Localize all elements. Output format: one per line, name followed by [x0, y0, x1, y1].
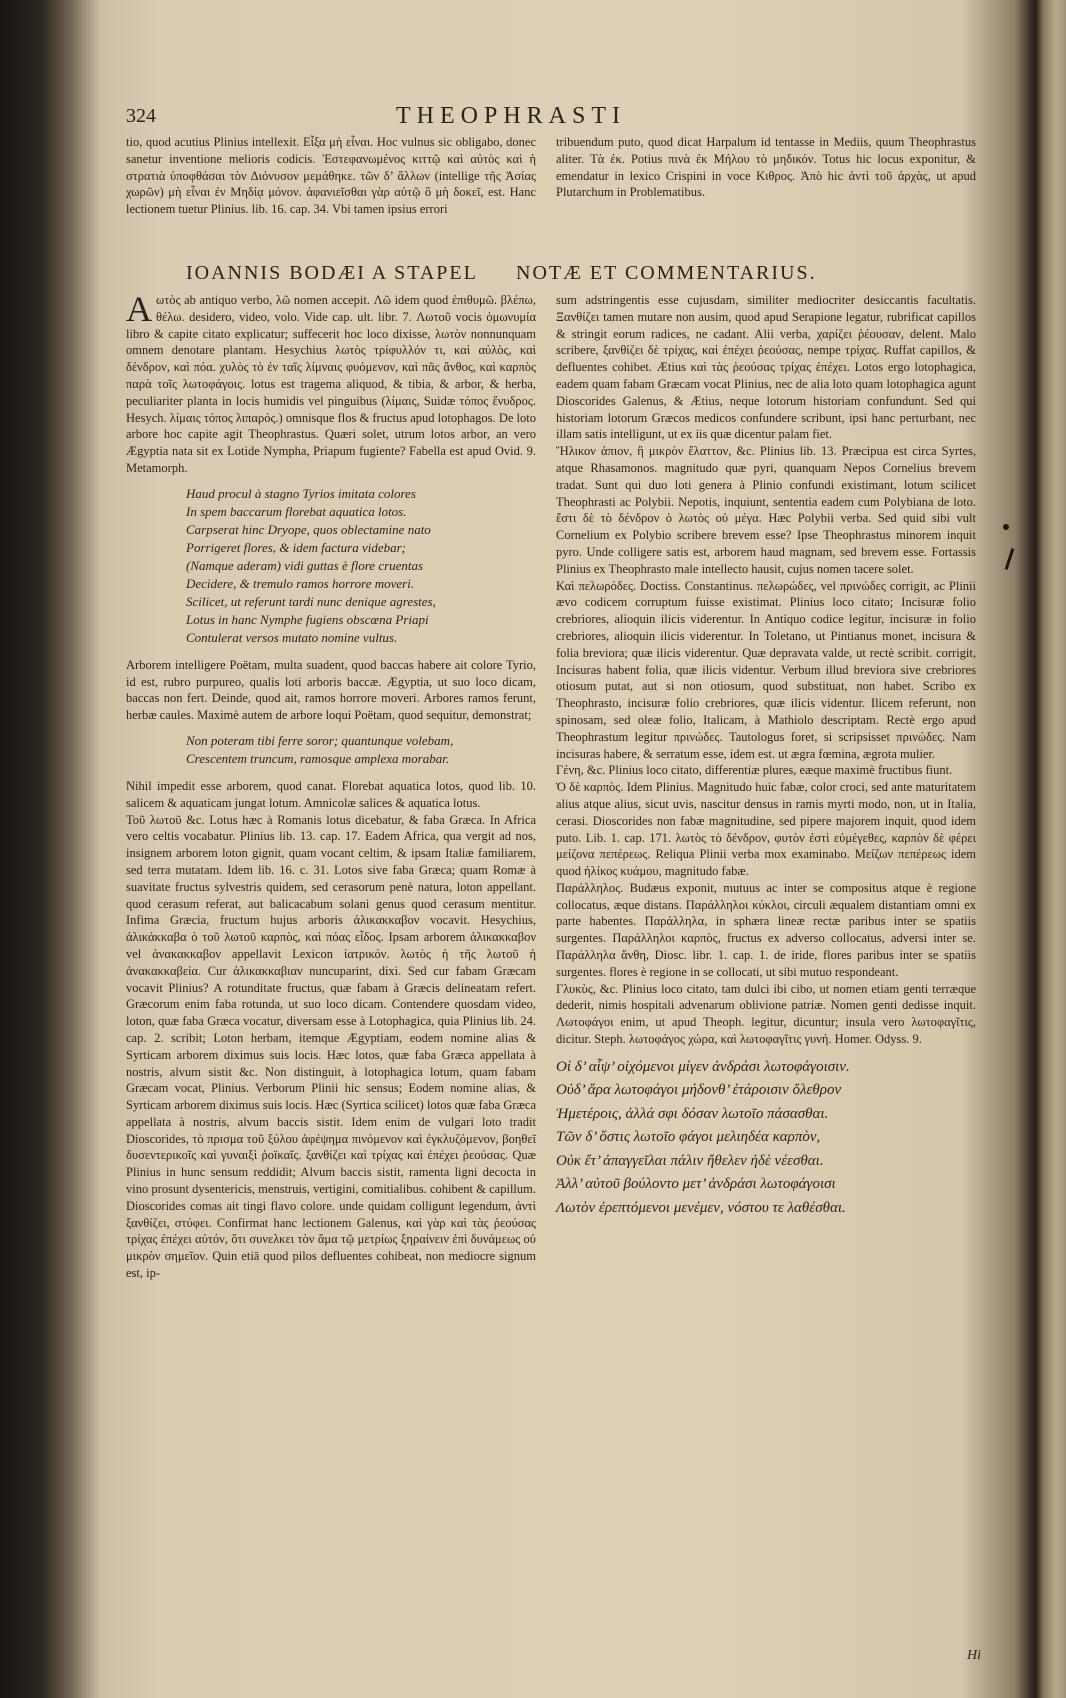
- verse-line: In spem baccarum florebat aquatica lotos.: [186, 503, 407, 519]
- verse-line: Contulerat versos mutato nomine vultus.: [186, 629, 398, 645]
- verse-line: Οἱ δ’ αἶψ’ οἰχόμενοι μίγεν ἀνδράσι λωτοφάγοισιν.: [556, 1058, 850, 1075]
- verse-line: Ἀλλ’ αὐτοῦ βούλοντο μετ’ ἀνδράσι λωτοφάγοισι: [556, 1176, 836, 1193]
- top-note-right-text: tribuendum puto, quod dicat Harpalum id tentasse in Mediis, quum Theophrastus aliter. Τὰ ἐκ. Potius πινὰ ἐκ Μήλου τὸ μηδικόν. Totus hic locus exponitur, & emendatur in lexico Crispini in voce Κιθρος. Ἀπὸ hic ἀντὶ τοῦ ἀρχὰς, ut apud Plutarchum in Problematibus.: [556, 135, 976, 200]
- verse-line: (Namque aderam) vidi guttas è flore cruentas: [186, 557, 424, 573]
- ink-dot-mark: [1003, 524, 1009, 530]
- verse-line: Lotus in hanc Nymphe fugiens obscœna Priapi: [186, 611, 429, 627]
- verse-line: Crescentem truncum, ramosque amplexa morabar.: [186, 750, 450, 766]
- paragraph: Καὶ πελωρόδες. Doctiss. Constantinus. πελωρώδες, vel πρινώδες corrigit, ac Plinii ævo codicem corruptum fuisse existimat. Plinius loco citato; Incisuræ folio crebriores, alioquin ilicis viderentur. In Antiquo codice legitur, incisuræ in folio crebriores, alioquin ilicis viderentur. In Toletano, ut Pintianus monet, incisura & folia breviora; quæ ilicis viderentur. Quæ depravata valde, ut rectè scribit. corrigit, Incisuras habent folia, quæ ilicis videntur. Verbum illud breviora sive crebriores otiosum putat, aut si non otiosum, quod substituat, non habet. Scribo ex Theophrasto, incisuræ folio crebriores, quæ ilicis videntur. Ilicem referunt, non spinosam, sed oleæ folio, Italicam, à Mathiolo descriptam. Rectè ergo apud Theophrastum legitur πρινώδες. Tautologus foret, si scripsisset πρινώδες. Nam incisuras habere, & serratum esse, idem est. ut ægra fœmina, ægrota mulier.: [556, 578, 976, 761]
- verse-line: Decidere, & tremulo ramos horrore moveri.: [186, 575, 415, 591]
- verse-line: Ἡμετέροις, ἀλλά σφι δόσαν λωτοῖο πάσασθαι.: [556, 1105, 829, 1122]
- paragraph: Γλυκὺς, &c. Plinius loco citato, tam dulci ibi cibo, ut nomen etiam genti terræque dederit, nimis hospitali advenarum oblivione patriæ. Nomen genti dedisse inquit. Λωτοφάγοι enim, ut apud Theoph. legitur, dicuntur; insula vero λωτοφαγῖτις, dicitur. Steph. λωτοφάγος χώρα, καὶ λωτοφαγῖτις γυνή. Homer. Odyss. 9.: [556, 981, 976, 1047]
- verse-line: Carpserat hinc Dryope, quos oblectamine nato: [186, 521, 431, 537]
- paragraph: Arborem intelligere Poëtam, multa suadent, quod baccas habere ait colore Tyrio, id est, rubro purpureo, qualis loti arboris baccæ. Ægyptia, ut suo loco dicam, baccas non fert. Deinde, quod ait, ramos horrore moveri. Arbores ramos ferunt, herbæ caules. Maximè autem de arbore loqui Poëtam, quod sequitur, demonstrat;: [126, 657, 536, 723]
- verse-line: Λωτὸν ἐρεπτόμενοι μενέμεν, νόστου τε λαθέσθαι.: [556, 1199, 846, 1216]
- paragraph: Γένη, &c. Plinius loco citato, differentiæ plures, eæque maximè fructibus fiunt.: [556, 763, 953, 778]
- ink-slash-mark: [1005, 548, 1015, 570]
- page-number: 324: [126, 105, 156, 127]
- top-note-right: [556, 134, 976, 201]
- ovid-verse: [186, 485, 536, 647]
- verse-line: Non poteram tibi ferre soror; quantunque volebam,: [186, 732, 454, 748]
- homer-verse: [556, 1056, 976, 1221]
- paragraph: Παράλληλος. Budæus exponit, mutuus ac inter se compositus atque è regione collocatus, æque distans. Παράλληλοι κύκλοι, circuli æqualem distantiam omni ex parte habentes. Παράλληλα, in sphæra lineæ rectæ paribus inter se spatiis surgentes. Παράλληλοι καρπὸς, fructus ex adverso collocatus, adversi inter se. Παράλληλα ἄνθη, Diosc. libr. 1. cap. 1. de iride, flores paribus inter se spatiis surgentes. flores è regione in se collocati, ut sibi mutuo respondeant.: [556, 880, 976, 979]
- section-title-right: NOTÆ ET COMMENTARIUS.: [516, 262, 817, 284]
- verse-line: Haud procul à stagno Tyrios imitata colores: [186, 485, 416, 501]
- verse-line: Οὐκ ἔτ’ ἀπαγγεῖλαι πάλιν ἤθελεν ἠδὲ νέεσθαι.: [556, 1152, 824, 1169]
- drop-cap: A: [126, 289, 152, 329]
- verse-line: Scilicet, ut referunt tardi nunc denique agrestes,: [186, 593, 436, 609]
- right-column: [556, 292, 976, 1220]
- verse-line: Porrigeret flores, & idem factura videbar;: [186, 539, 407, 555]
- paragraph: Aωτὸς ab antiquo verbo, λῶ nomen accepit. Λῶ idem quod ἐπιθυμῶ. βλέπω, θέλω. desidero, video, volo. Vide cap. ult. libr. 7. Λωτοῦ vocis ὁμωνυμία libro & capite citato explicatur; suffecerit hoc loco dixisse, λωτὸν nonnunquam omnem denotare plantam. Hesychius λωτὸς τρίφυλλόν τι, καὶ αὐλὸς, καὶ δένδρον, καὶ πόα. χυλὸς τὸ ἐν ταῖς λίμναις φυόμενον, καὶ πᾶς ἄνθος, καὶ καρπὸς παρὰ τοῖς λωτοφάγοις. lotus est tragema aliquod, & tibia, & arbor, & herba, peculiariter planta in locis humidis vel pinguibus (λίμαις, Suidæ τόπος ἔνυδρος. Hesych. λίμαις τόπος λιπαρός.) omnisque flos & fructus apud lotophagos. De loto arbore hoc capite agit Theophrastus. Quæri solet, utrum lotos arbor, an vero Ægyptia nata sit ex Lotide Nympha, Priapum fugiente? Fabella est apud Ovid. 9. Metamorph.: [126, 289, 536, 475]
- section-title-left: IOANNIS BODÆI A STAPEL: [186, 262, 478, 284]
- paragraph: sum adstringentis esse cujusdam, similiter mediocriter desiccantis facultatis. Ξανθίζει tamen mutare non ausim, quod apud Serapione legatur, rubrificat capillos & stringit eorum radices, ne cadant. Alii verba, χαρίζει ῥέουσαν, delent. Malo scribere, ξανθίζει δὲ τρίχας, καὶ ἐπέχει ῥεούσας, nempe τρίχας. Ruffat capillos, & defluentes cohibet. Ætius καὶ τὰς ῥεούσας τρίχας ἐπέχει. Lotos ergo lotophagica, eadem quam fabam Græcam vocat Plinius, nec de alia loto quam lotophagica agunt Dioscorides Galenus, & Ætius, neque lotorum historiam confundunt. Sed qui historiam lotorum Græcos medicos confundere scribunt, ipsi hanc perturbant, nec illam satis intelligunt, ut ex iis quæ dicentur palam fiet.: [556, 293, 976, 442]
- verse-line: Τῶν δ’ ὅστις λωτοῖο φάγοι μελιηδέα καρπὸν,: [556, 1129, 821, 1146]
- facing-page-edge: [1036, 0, 1066, 1698]
- top-note-left-text: tio, quod acutius Plinius intellexit. Εἶξα μὴ εἶναι. Hoc vulnus sic obligabo, donec sanetur inventione melioris codicis. Ἐστεφανωμένος κιττῷ καὶ αὐτὸς καὶ ἡ στρατιὰ ὑποφθάσαι τὸν Διόνυσον μεμάθηκε. τῶν δ’ ἄλλων (intellige τῆς Ἀσίας χωρῶν) μὴ εἶναι ἐν Μηδίᾳ μόνον. ἀφανιεῖσθαι γὰρ αὐτῷ ὃ μὴ δοκεῖ, est. Hanc lectionem tuetur Plinius. lib. 16. cap. 34. Vbi tamen ipsius errori: [126, 135, 536, 217]
- ovid-verse-2: [186, 732, 536, 768]
- paragraph: Ἥλικον ἀπιον, ἢ μικρὸν ἔλαττον, &c. Plinius lib. 13. Præcipua est circa Syrtes, atque Rhasamonos. magnitudo quæ pyri, quanquam Nepos Cornelius brevem tradat. Sunt qui duo loti genera à Plinio confundi existimant, lotum scilicet Theophrasti ac Polybii. Nepotis, inquiunt, sententia eadem cum Polybiana de loto. ἔστι δὲ τὸ δένδρον ὁ λωτὸς οὐ μέγα. Hæc Polybii verba. Sed quid sibi vult Cornelium ex Polybio scribere brevem esse? Ipse Theophrastus minorem inquit pyro. Unde colligere satis est, arborem haud magnam, sed brevem esse. Fortassis Plinius ex Theophrasto male intellecto hausit, cujus nomen tacere solet.: [556, 444, 976, 576]
- paragraph: Nihil impedit esse arborem, quod canat. Florebat aquatica lotos, quod lib. 10. salicem & aquaticam jungat lotum. Amnicolæ salices & aquatica lotus.: [126, 778, 536, 810]
- top-note-left: [126, 134, 536, 218]
- paragraph: Τοῦ λωτοῦ &c. Lotus hæc à Romanis lotus dicebatur, & faba Græca. In Africa vero celtis vocabatur. Plinius lib. 13. cap. 17. Eadem Africa, qua vergit ad nos, insignem arborem loton gignit, quam vocant celtim, & ipsam Italiæ familiarem, sed terra mutatam. Idem lib. 16. c. 31. Lotos sive faba Græca; quam Romæ à suavitate fructus sylvestris quidem, sed cerasorum penè natura, loton appellant. quod cerasum referat, aut balicacabum solani genus quod cerasum mentitur. Infima Græcia, fructum hujus arboris ἀλικακκαβον vocavit. Hesychius, ἀλικάκκαβα ὁ τοῦ λωτοῦ καρπὸς, καὶ πόας εἶδος. Ipsam arborem ἀλικακκαβον vel ἀνακακκαβον appellavit Lexicon ἰατρικόν. λωτὸς ἡ τῆς λωτοῦ ἡ ἀνακακκαβεία. Cur ἀλικακκαβιαν nuncuparint, dixi. Sed cur fabam Græcam vocavit Plinius? A rotunditate fructus, quæ fabam à Græcis delineatam refert. Græcorum enim faba rotunda, ut suo loco dicam. Contendere quosdam video, loton, quæ faba Græca vocatur, diversam esse à Lotophagica, quia Plinius lib. 24. cap. 2. scribit; Loton herbam, itemque Ægyptiam, eodem nomine alias & Syrticam arborem diximus suis locis. Hæc lotos, quæ faba Græca appellata à nostris, alvum sistit &c. Non distinguit, à lotophagica lotum, quam fabam Græcam vocat, Plinius. Verborum Plinii hic sensus; Eodem nomine alias, & Syrticam arborem diximus suis locis. Hæc (Syrtica scilicet) lotos quæ faba Græca appellata à nostris, alvum baccis sistit. Idem enim de vulgari loto tradit Dioscorides, τὸ πρισμα τοῦ ξύλου ἀφέψημα πινόμενον καὶ ἐγκλυζόμενον, βοηθεῖ δυσεντερικοῖς καὶ γυναιξὶ ῥοϊκαῖς. ξανθίζει καὶ τρίχας καὶ ἐπέχει ῥεούσας. Quæ Plinius in hunc sensum reddidit; Alvum baccis sistit, ramenta ligni decocta in vino prosunt dysentericis, menstruis, vertigini, comitialibus. cohibent & capillum. Dioscorides comas ait tingi flavo colore. unde quidam colligunt legendum, ἀντὶ ξανθίζει, στύφει. Confirmat hanc lectionem Galenus, καὶ γὰρ καὶ τὰς ῥεούσας τρίχας ἐπέχει αὐτόν, ὅτι συνελκει τὸν ἅμα τῷ μετρίως ξηραίνειν ἐπὶ δυνάμεως οὐ μικρὸν σημεῖον. Quin etiā quod pilos defluentes cohibeat, non mediocre signum est, ip-: [126, 812, 536, 1281]
- running-title: THEOPHRASTI: [396, 103, 627, 129]
- verse-line: Οὐδ’ ἄρα λωτοφάγοι μήδονθ’ ἑτάροισιν ὄλεθρον: [556, 1082, 842, 1099]
- catchword: Hi: [967, 1648, 981, 1663]
- page-header: [126, 103, 981, 133]
- paragraph: Ὁ δὲ καρπὸς. Idem Plinius. Magnitudo huic fabæ, color croci, sed ante maturitatem alius atque alius, sicut uvis, nascitur densus in ramis myrti modo, non, ut in Italia, cerasi. Dioscorides non fabæ magnitudine, sed pipere majorem inquit, quod idem puto. Lib. 1. cap. 171. λωτὸς τὸ δένδρον, φυτὸν ἐστὶ εὐμέγεθες, καρπὸν δὲ φέρει μείζονα πεπέρεως. Reliqua Plinii verba mox examinabo. Μείζων πεπέρεως idem quod ἡλίκος κυάμου, magnitudo fabæ.: [556, 780, 976, 879]
- left-column: [126, 289, 536, 1282]
- book-page: [96, 0, 1016, 1698]
